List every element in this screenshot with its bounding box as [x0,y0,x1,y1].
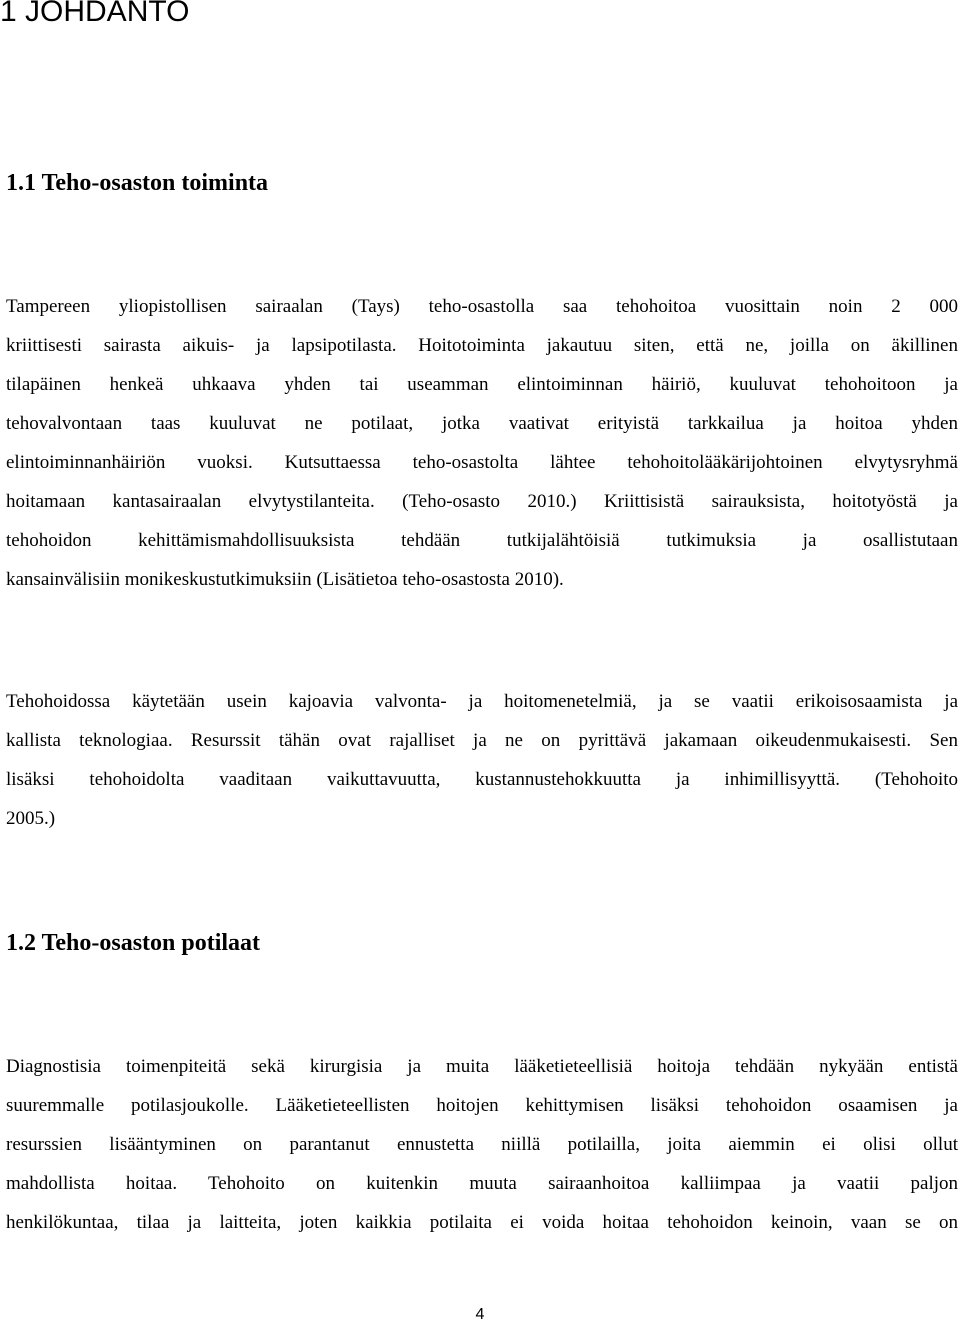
chapter-title: 1 JOHDANTO [0,0,190,28]
section-1-1-paragraph-1 [6,287,958,599]
text-line: elintoiminnanhäiriön vuoksi. Kutsuttaessa teho-osastolta lähtee tehohoitolääkärijohtoinen elvytysryhmä [6,452,958,473]
text-line: tehovalvontaan taas kuuluvat ne potilaat, jotka vaativat erityistä tarkkailua ja hoitoa yhden [6,413,958,434]
text-line: resurssien lisääntyminen on parantanut ennustetta niillä potilailla, joita aiemmin ei olisi ollut [6,1134,958,1155]
text-line: tehohoidon kehittämismahdollisuuksista tehdään tutkijalähtöisiä tutkimuksia ja osallistutaan [6,530,958,551]
text-line: kansainvälisiin monikeskustutkimuksiin (Lisätietoa teho-osastosta 2010). [6,569,564,590]
text-line: Tehohoidossa käytetään usein kajoavia valvonta- ja hoitomenetelmiä, ja se vaatii erikoisosaamista ja [6,691,958,712]
text-line: kriittisesti sairasta aikuis- ja lapsipotilasta. Hoitotoiminta jakautuu siten, että ne, joilla on äkillinen [6,335,958,356]
text-line: hoitamaan kantasairaalan elvytystilanteita. (Teho-osasto 2010.) Kriittisistä sairauksista, hoitotyöstä ja [6,491,958,512]
text-line: tilapäinen henkeä uhkaava yhden tai useamman elintoiminnan häiriö, kuuluvat tehohoitoon ja [6,374,958,395]
text-line: 2005.) [6,808,56,829]
text-line: Diagnostisia toimenpiteitä sekä kirurgisia ja muita lääketieteellisiä hoitoja tehdään nykyään entistä [6,1056,958,1077]
section-title-1-2: 1.2 Teho-osaston potilaat [6,930,261,956]
text-line: suuremmalle potilasjoukolle. Lääketieteellisten hoitojen kehittymisen lisäksi tehohoidon osaamisen ja [6,1095,958,1116]
page-number: 4 [475,1306,485,1323]
text-line: mahdollista hoitaa. Tehohoito on kuitenkin muuta sairaanhoitoa kalliimpaa ja vaatii paljon [6,1173,958,1194]
section-1-1-paragraph-2 [6,682,958,838]
text-line: kallista teknologiaa. Resurssit tähän ovat rajalliset ja ne on pyrittävä jakamaan oikeudenmukaisesti. Sen [6,730,958,751]
section-1-2-paragraph-1 [6,1047,958,1242]
text-line: lisäksi tehohoidolta vaaditaan vaikuttavuutta, kustannustehokkuutta ja inhimillisyyttä. (Tehohoito [6,769,958,790]
section-title-1-1: 1.1 Teho-osaston toiminta [6,170,269,196]
text-line: Tampereen yliopistollisen sairaalan (Tays) teho-osastolla saa tehohoitoa vuosittain noin 2 000 [6,296,958,317]
text-line: henkilökuntaa, tilaa ja laitteita, joten kaikkia potilaita ei voida hoitaa tehohoidon keinoin, vaan se on [6,1212,958,1233]
